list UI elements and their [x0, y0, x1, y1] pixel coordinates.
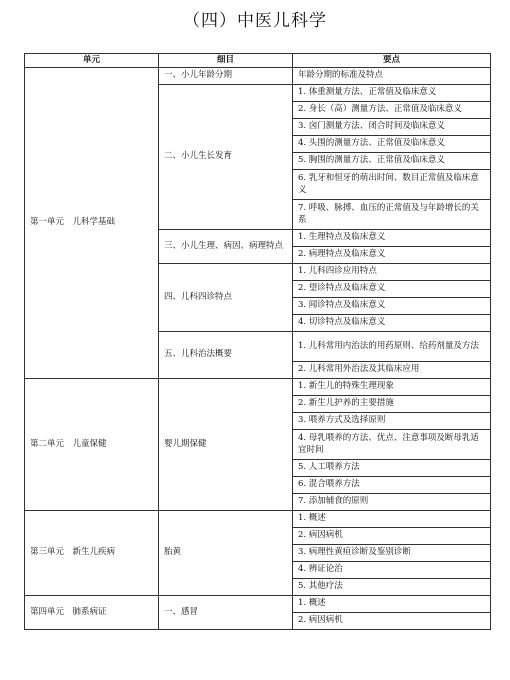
item-cell: 四、儿科四诊特点	[159, 263, 293, 331]
point-cell: 年龄分期的标准及特点	[293, 67, 491, 84]
table-row	[25, 378, 491, 395]
syllabus-table	[24, 53, 491, 630]
item-cell: 胎黄	[159, 510, 293, 595]
item-cell: 一、小儿年龄分期	[159, 67, 293, 84]
point-cell: 1. 概述	[293, 510, 491, 527]
point-cell: 5. 胸围的测量方法、正常值及临床意义	[293, 152, 491, 169]
table-row	[25, 67, 491, 84]
unit-cell: 第三单元 新生儿疾病	[25, 510, 159, 595]
point-cell: 1. 儿科四诊应用特点	[293, 263, 491, 280]
item-cell: 五、儿科治法概要	[159, 331, 293, 378]
point-cell: 5. 人工喂养方法	[293, 459, 491, 476]
point-cell: 1. 新生儿的特殊生理现象	[293, 378, 491, 395]
table-row	[25, 595, 491, 612]
point-cell: 7. 呼吸、脉搏、血压的正常值及与年龄增长的关系	[293, 199, 491, 229]
point-cell: 1. 生理特点及临床意义	[293, 229, 491, 246]
point-cell: 4. 切诊特点及临床意义	[293, 314, 491, 331]
point-cell: 2. 病理特点及临床意义	[293, 246, 491, 263]
header-unit: 单元	[25, 54, 159, 68]
point-cell: 6. 乳牙和恒牙的萌出时间、数目正常值及临床意义	[293, 169, 491, 199]
unit-cell: 第一单元 儿科学基础	[25, 67, 159, 378]
page-title: （四）中医儿科学	[183, 11, 327, 31]
unit-cell: 第二单元 儿童保健	[25, 378, 159, 510]
item-cell: 婴儿期保健	[159, 378, 293, 510]
item-cell: 一、感冒	[159, 595, 293, 629]
table-row	[25, 510, 491, 527]
point-cell: 4. 头围的测量方法、正常值及临床意义	[293, 135, 491, 152]
point-cell: 2. 新生儿护养的主要措施	[293, 395, 491, 412]
item-cell: 二、小儿生长发育	[159, 84, 293, 229]
header-item: 细目	[159, 54, 293, 68]
item-cell: 三、小儿生理、病因、病理特点	[159, 229, 293, 263]
header-point: 要点	[293, 54, 491, 68]
point-cell: 2. 儿科常用外治法及其临床应用	[293, 361, 491, 378]
point-cell: 3. 闻诊特点及临床意义	[293, 297, 491, 314]
point-cell: 2. 身长（高）测量方法、正常值及临床意义	[293, 101, 491, 118]
point-cell: 2. 病因病机	[293, 612, 491, 629]
point-cell: 4. 辨证论治	[293, 561, 491, 578]
point-cell: 2. 望诊特点及临床意义	[293, 280, 491, 297]
unit-cell: 第四单元 肺系病证	[25, 595, 159, 629]
table-header-row	[25, 54, 491, 68]
point-cell: 1. 概述	[293, 595, 491, 612]
point-cell: 2. 病因病机	[293, 527, 491, 544]
point-cell: 3. 病理性黄疸诊断及鉴别诊断	[293, 544, 491, 561]
point-cell: 6. 混合喂养方法	[293, 476, 491, 493]
point-cell: 7. 添加辅食的原则	[293, 493, 491, 510]
point-cell: 4. 母乳喂养的方法、优点、注意事项及断母乳适宜时间	[293, 429, 491, 459]
point-cell: 3. 喂养方式及选择原则	[293, 412, 491, 429]
point-cell: 1. 体重测量方法、正常值及临床意义	[293, 84, 491, 101]
point-cell: 1. 儿科常用内治法的用药原则、给药剂量及方法	[293, 331, 491, 361]
point-cell: 3. 囟门测量方法、闭合时间及临床意义	[293, 118, 491, 135]
point-cell: 5. 其他疗法	[293, 578, 491, 595]
